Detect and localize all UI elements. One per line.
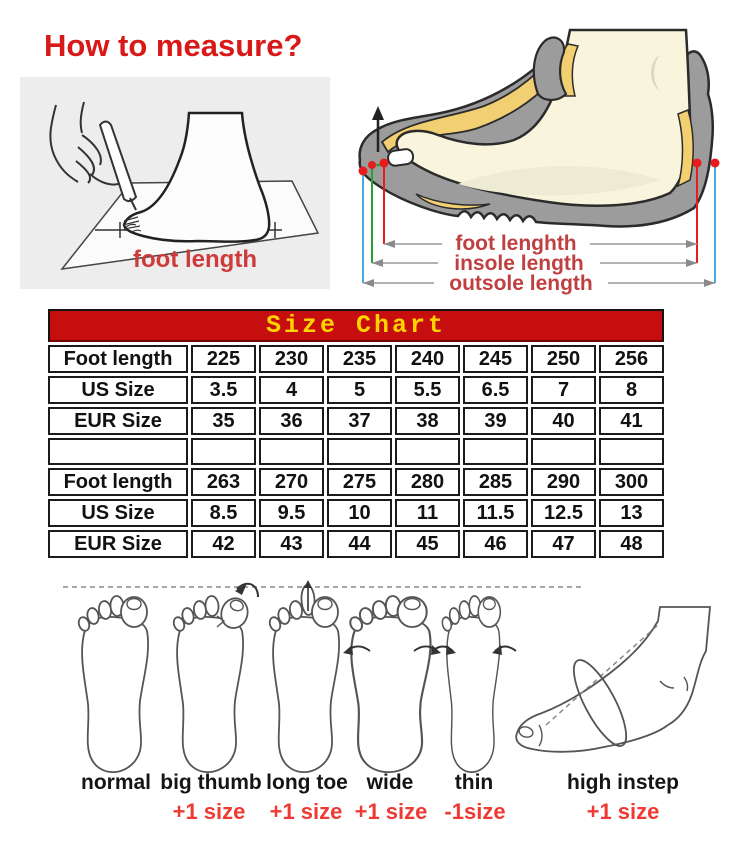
size-cell: 256 <box>599 345 664 373</box>
empty-cell <box>599 438 664 465</box>
foot-type-label: thin <box>454 771 494 794</box>
size-cell: 11.5 <box>463 499 528 527</box>
insole-length-dim-label: insole length <box>454 252 584 275</box>
foot-type-label: long toe <box>266 771 348 794</box>
size-cell: 225 <box>191 345 256 373</box>
size-cell: 36 <box>259 407 324 435</box>
table-spacer-row <box>48 438 664 465</box>
size-cell: 8.5 <box>191 499 256 527</box>
foot-high-instep <box>516 607 710 752</box>
size-adjustment-label: +1 size <box>586 799 660 824</box>
size-cell: 43 <box>259 530 324 558</box>
size-cell: 5.5 <box>395 376 460 404</box>
size-cell: 40 <box>531 407 596 435</box>
empty-cell <box>48 438 188 465</box>
foot-type-label: big thumb <box>160 771 262 794</box>
size-chart-title: Size Chart <box>48 309 664 342</box>
size-cell: 9.5 <box>259 499 324 527</box>
outsole-length-dim-label: outsole length <box>449 272 593 295</box>
size-cell: 240 <box>395 345 460 373</box>
foot-type-label: normal <box>80 771 152 794</box>
size-cell: 46 <box>463 530 528 558</box>
table-header-row <box>48 309 664 342</box>
size-adjustment-label: -1size <box>444 799 506 824</box>
size-adjustment-label: +1 size <box>172 799 246 824</box>
row-label: Foot length <box>48 468 188 496</box>
table-row <box>48 499 664 527</box>
shoe-cross-section <box>338 2 750 300</box>
size-cell: 300 <box>599 468 664 496</box>
size-cell: 42 <box>191 530 256 558</box>
size-cell: 5 <box>327 376 392 404</box>
size-cell: 230 <box>259 345 324 373</box>
size-cell: 3.5 <box>191 376 256 404</box>
foot-length-caption: foot length <box>133 246 257 273</box>
size-cell: 250 <box>531 345 596 373</box>
size-cell: 47 <box>531 530 596 558</box>
size-chart-table <box>45 306 667 561</box>
shoe-collar-tab <box>534 38 566 100</box>
size-cell: 12.5 <box>531 499 596 527</box>
table-row <box>48 407 664 435</box>
page-title: How to measure? <box>44 28 303 63</box>
size-cell: 48 <box>599 530 664 558</box>
size-cell: 285 <box>463 468 528 496</box>
size-cell: 39 <box>463 407 528 435</box>
row-label: EUR Size <box>48 530 188 558</box>
size-cell: 11 <box>395 499 460 527</box>
size-cell: 10 <box>327 499 392 527</box>
foot-type-label: high instep <box>567 771 679 794</box>
size-cell: 8 <box>599 376 664 404</box>
empty-cell <box>463 438 528 465</box>
foot-tracing-illustration <box>20 77 330 289</box>
size-cell: 270 <box>259 468 324 496</box>
foot-length-dim-label: foot lenghth <box>455 232 577 255</box>
toe-nail <box>387 148 414 166</box>
size-cell: 35 <box>191 407 256 435</box>
size-cell: 4 <box>259 376 324 404</box>
size-cell: 13 <box>599 499 664 527</box>
empty-cell <box>395 438 460 465</box>
row-label: Foot length <box>48 345 188 373</box>
size-cell: 245 <box>463 345 528 373</box>
size-adjustment-label: +1 size <box>269 799 343 824</box>
size-cell: 41 <box>599 407 664 435</box>
table-row <box>48 376 664 404</box>
size-cell: 263 <box>191 468 256 496</box>
size-cell: 7 <box>531 376 596 404</box>
foot-type-label: wide <box>366 771 414 794</box>
size-cell: 38 <box>395 407 460 435</box>
size-cell: 44 <box>327 530 392 558</box>
size-cell: 235 <box>327 345 392 373</box>
foot-normal <box>77 596 148 773</box>
empty-cell <box>531 438 596 465</box>
foot-long-toe <box>268 580 339 772</box>
table-row <box>48 345 664 373</box>
row-label: US Size <box>48 499 188 527</box>
foot-thin <box>432 596 516 773</box>
size-adjustment-label: +1 size <box>354 799 428 824</box>
row-label: US Size <box>48 376 188 404</box>
size-cell: 37 <box>327 407 392 435</box>
table-row <box>48 468 664 496</box>
row-label: EUR Size <box>48 407 188 435</box>
size-cell: 45 <box>395 530 460 558</box>
empty-cell <box>259 438 324 465</box>
empty-cell <box>191 438 256 465</box>
foot-wide <box>343 596 441 773</box>
foot-types-illustration <box>30 575 745 775</box>
size-cell: 6.5 <box>463 376 528 404</box>
size-cell: 280 <box>395 468 460 496</box>
empty-cell <box>327 438 392 465</box>
foot-big-thumb <box>172 583 258 772</box>
size-cell: 290 <box>531 468 596 496</box>
size-cell: 275 <box>327 468 392 496</box>
table-row <box>48 530 664 558</box>
